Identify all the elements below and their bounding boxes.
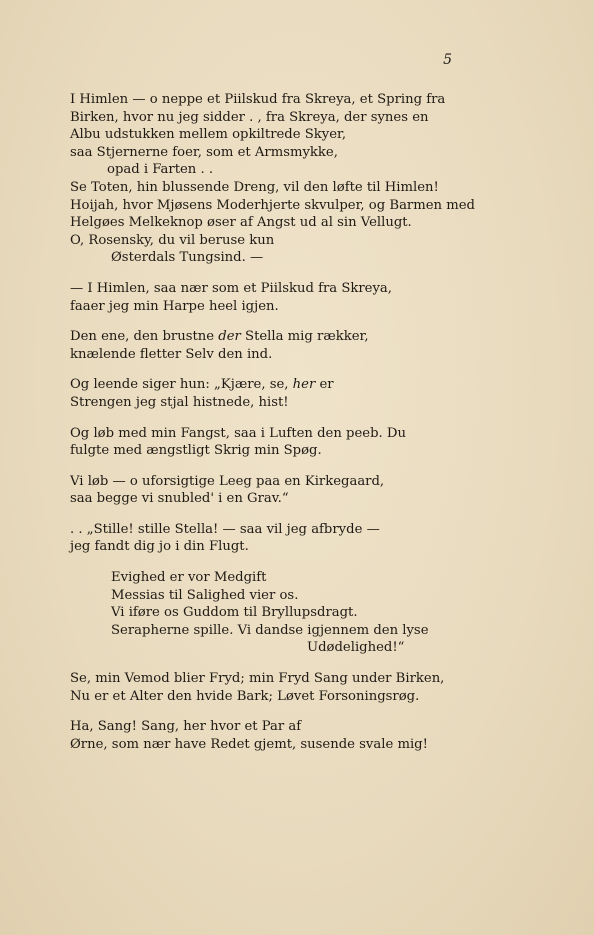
emphasis: her <box>292 377 316 393</box>
text-span: er <box>315 377 334 393</box>
text-line: . . „Stille! stille Stella! — saa vil jeg afbryde — <box>70 521 380 537</box>
stanza-gap <box>70 267 460 280</box>
text-line: Nu er et Alter den hvide Bark; Løvet Forsoningsrøg. <box>70 688 420 704</box>
text-line: Helgøes Melkeknop øser af Angst ud al sin Vellugt. <box>70 215 412 231</box>
text-line: Strengen jeg stjal histnede, hist! <box>70 394 289 410</box>
text-line <box>70 376 460 394</box>
text-line: saa begge vi snubled' i en Grav.“ <box>70 491 289 507</box>
stanza-gap <box>70 657 460 670</box>
text-line-indented: Udødelighed!“ <box>307 640 405 656</box>
emphasis: der <box>218 329 241 345</box>
text-line: Vi løb — o uforsigtige Leeg paa en Kirkegaard, <box>70 473 385 489</box>
text-line: saa Stjernerne foer, som et Armsmykke, <box>70 144 338 160</box>
text-line: Se, min Vemod blier Fryd; min Fryd Sang under Birken, <box>70 671 445 687</box>
text-line: knælende fletter Selv den ind. <box>70 346 273 362</box>
text-line: Se Toten, hin blussende Dreng, vil den løfte til Himlen! <box>70 179 439 195</box>
text-line: Og løb med min Fangst, saa i Luften den peeb. Du <box>70 425 406 441</box>
inner-stanza <box>70 569 460 639</box>
text-line: Ha, Sang! Sang, her hvor et Par af <box>70 719 302 735</box>
text-span: Stella mig rækker, <box>240 329 369 345</box>
text-line: faaer jeg min Harpe heel igjen. <box>70 298 279 314</box>
text-line: Hoijah, hvor Mjøsens Moderhjerte skvulper, og Barmen med <box>70 197 475 213</box>
text-line: Birken, hvor nu jeg sidder . , fra Skreya, der synes en <box>70 109 429 125</box>
text-span: Og leende siger hun: „Kjære, se, <box>70 377 293 393</box>
stanza-gap <box>70 412 460 425</box>
page-number: 5 <box>443 52 452 68</box>
stanza-gap <box>70 556 460 569</box>
stanza-gap <box>70 705 460 718</box>
stanza-gap <box>70 363 460 376</box>
text-span: Den ene, den brustne <box>70 329 219 345</box>
stanza-gap <box>70 460 460 473</box>
text-line: fulgte med ængstligt Skrig min Spøg. <box>70 443 322 459</box>
text-line <box>70 328 460 346</box>
text-line: — I Himlen, saa nær som et Piilskud fra Skreya, <box>70 280 392 296</box>
stanza-gap <box>70 315 460 328</box>
stanza-gap <box>70 508 460 521</box>
text-line: Vi iføre os Guddom til Bryllupsdragt. <box>111 605 358 621</box>
text-line: Serapherne spille. Vi dandse igjennem den lyse <box>111 622 429 638</box>
text-line: Ørne, som nær have Redet gjemt, susende svale mig! <box>70 736 428 752</box>
text-line: O, Rosensky, du vil beruse kun <box>70 232 275 248</box>
text-line-indented: opad i Farten . . <box>107 162 214 178</box>
text-line: Albu udstukken mellem opkiltrede Skyer, <box>70 127 347 143</box>
text-line-indented: Østerdals Tungsind. — <box>111 250 264 266</box>
text-line: jeg fandt dig jo i din Flugt. <box>70 539 249 555</box>
poem-text <box>70 91 475 753</box>
text-line: I Himlen — o neppe et Piilskud fra Skreya, et Spring fra <box>70 92 446 107</box>
text-line: Evighed er vor Medgift <box>111 570 267 586</box>
text-line: Messias til Salighed vier os. <box>111 587 299 603</box>
